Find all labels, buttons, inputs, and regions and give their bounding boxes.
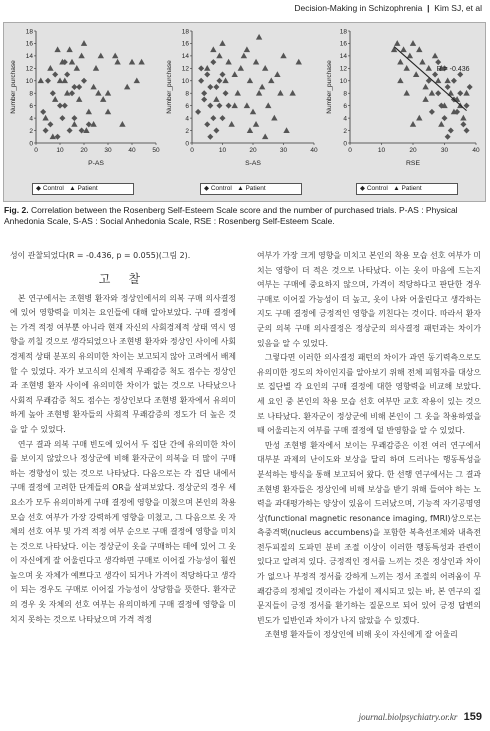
- patient-point: [438, 121, 444, 127]
- left-column: [10, 249, 236, 627]
- x-tick-label: 0: [34, 147, 38, 154]
- patient-point: [76, 96, 82, 102]
- patient-point: [62, 77, 68, 83]
- patient-point: [114, 59, 120, 65]
- patient-point: [112, 53, 118, 59]
- y-tick-label: 0: [343, 140, 347, 148]
- x-tick-label: 50: [152, 147, 160, 154]
- patient-point: [71, 121, 77, 127]
- patient-point: [422, 96, 428, 102]
- patient-point: [138, 59, 144, 65]
- patient-point: [222, 77, 228, 83]
- patient-point: [268, 77, 274, 83]
- y-tick-label: 10: [25, 78, 33, 86]
- y-tick-label: 8: [29, 90, 33, 98]
- control-point: [451, 78, 457, 84]
- control-point: [429, 109, 435, 115]
- page-footer: [359, 711, 482, 723]
- patient-point: [86, 109, 92, 115]
- y-tick-label: 0: [29, 140, 33, 148]
- page-number: 159: [463, 711, 482, 723]
- y-tick-label: 16: [181, 40, 189, 48]
- patient-point: [416, 115, 422, 121]
- control-point: [67, 128, 73, 134]
- legend-control-marker: ◆: [204, 185, 209, 192]
- patient-point: [277, 90, 283, 96]
- header-authors: Kim SJ, et al: [434, 3, 482, 13]
- patient-point: [90, 121, 96, 127]
- x-tick-label: 10: [218, 147, 227, 154]
- paragraph: 연구 결과 의복 구매 빈도에 있어서 두 집단 간에 유의미한 차이를 보이지 않았으나 정상군에 비해 환자군이 의복을 더 많이 구매하는 경향성이 있는 것으로 나타났다. 다음으로는 각 집단 내에서 구매 결정에 고려한 단계들의 OR을 살펴보았다. 정상군의 경우 세 요소가 모두 유의미하게 구매 결정에 영향을 미쳤으며 본인의 착용 모습 선호 여부가 가장 강력하게 영향을 미쳤고, 그 다음으로 옷 자체의 선호 여부 및 가격 적정 여부 순으로 구매 결정에 영향을 미치는 것으로 나타났다. 이는 정상군이 옷을 구매하는 데에 있어 그 옷이 자신에게 잘 어울린다고 생각하면 구매로 이어질 가능성이 훨씬 높으며 옷 자체가 예쁘다고 생각이 되거나 가격이 적당하다고 생각이 되는 경우도 구매로 이어질 가능성이 상당함을 뜻한다. 환자군의 경우 옷 자체의 선호 여부는 유의미하게 구매 결정에 영향을 미치지 못하는 것으로 나타났으며 가격 적정: [10, 439, 236, 624]
- y-tick-label: 12: [339, 65, 347, 73]
- figure-caption: [4, 205, 486, 226]
- x-axis-label: RSE: [406, 160, 420, 167]
- patient-point: [228, 121, 234, 127]
- control-point: [223, 90, 229, 96]
- patient-point: [95, 90, 101, 96]
- legend-control-label: Control: [366, 185, 388, 192]
- y-tick-label: 12: [181, 65, 189, 73]
- journal-url: journal.biolpsychiatry.or.kr: [358, 712, 458, 722]
- paragraph: 조현병 환자들이 정상인에 비해 옷이 자신에게 잘 어울리: [264, 630, 458, 640]
- patient-point: [119, 121, 125, 127]
- control-point: [207, 103, 213, 109]
- control-point: [435, 59, 441, 65]
- legend-control-label: Control: [210, 185, 232, 192]
- control-point: [71, 115, 77, 121]
- patient-point: [280, 53, 286, 59]
- patient-point: [93, 65, 99, 71]
- control-point: [210, 115, 216, 121]
- legend-patient-label: Patient: [401, 185, 422, 192]
- chart-rse-svg: [322, 23, 485, 201]
- legend-patient-label: Patient: [245, 185, 266, 192]
- trend-line: [394, 47, 466, 111]
- patient-point: [225, 59, 231, 65]
- control-point: [207, 134, 213, 140]
- patient-point: [404, 90, 410, 96]
- patient-point: [410, 40, 416, 46]
- patient-point: [250, 109, 256, 115]
- y-axis-label: Number_purchase: [326, 60, 333, 114]
- patient-point: [432, 53, 438, 59]
- control-point: [62, 103, 68, 109]
- control-point: [435, 90, 441, 96]
- patient-point: [134, 77, 140, 83]
- patient-point: [129, 59, 135, 65]
- control-point: [226, 103, 232, 109]
- control-point: [442, 115, 448, 121]
- patient-point: [283, 127, 289, 133]
- control-point: [445, 134, 451, 140]
- patient-point: [262, 133, 268, 139]
- patient-point: [397, 77, 403, 83]
- patient-point: [105, 109, 111, 115]
- legend-control-marker: ◆: [36, 185, 41, 192]
- journal-title: Decision-Making in Schizophrenia: [294, 3, 423, 13]
- patient-point: [274, 71, 280, 77]
- paragraph: 만성 조현병 환자에서 보이는 무쾌감증은 이전 여러 연구에서 대부분 과제의 난이도와 보상을 달리 하며 드러나는 행동특성을 분석하는 방식을 통해 보고되어 왔다. 한 선행 연구에서는 그 결과 조현병 환자들은 정상인에 비해 보상을 받기 위해 들여야 하는 노력을 과대평가하는 양상이 있음이 드러났으며, 기능적 자기공명영상(functional magnetic resonance imaging, fMRI)상으로는 측중격핵(nucleus accumbens)을 포함한 복측선조체와 내측전전두피질의 도파민 분비 조절 이상이 이러한 행동특성과 관련이 있다고 알려져 있다. 긍정적인 정서를 느끼는 것은 정상인과 차이가 없으나 부정적 정서를 강하게 느끼는 정서 조절의 어려움이 무쾌감증의 정체일 것이라는 가설이 제시되고 있는 바, 본 연구의 질문지들이 긍정 정서를 환기하는 질문으로 되어 있어 긍정 답변의 빈도가 일반인과 차이가 나지 않았을 수 있겠다.: [257, 440, 481, 625]
- patient-point: [247, 77, 253, 83]
- paragraph: 본 연구에서는 조현병 환자와 정상인에서의 의복 구매 의사결정에 있어 영향력을 미치는 요인들에 대해 알아보았다. 구매 결정에는 가격 적정 여부뿐 아니라 현재 자신의 사회경제적 상태 역시 영향을 끼칠 것으로 생각되었으나 조현병 환자와 정상인 사이에 사회경제적 상태 분포의 유의미한 차이는 보고되지 않아 고려에서 배제할 수 있었다. 자가 보고식의 신체적 무쾌감증 척도 점수는 정상인과 조현병 환자 사이에 유의미한 차이가 없는 것으로 나타났으나 사회적 무쾌감증 척도 점수는 정상인보다 조현병 환자에서 유의미하게 높아 조현병 환자들의 사회적 무쾌감증의 정도가 더 높은 것을 알 수 있었다.: [10, 293, 236, 434]
- x-tick-label: 30: [104, 147, 112, 154]
- control-point: [210, 59, 216, 65]
- control-point: [457, 90, 463, 96]
- patient-point: [289, 90, 295, 96]
- x-axis-label: S-AS: [245, 160, 261, 167]
- y-tick-label: 10: [181, 78, 189, 86]
- figure-caption-label: Fig. 2.: [4, 205, 29, 215]
- patient-point: [66, 46, 72, 52]
- x-axis-label: P-AS: [88, 160, 104, 167]
- patient-point: [253, 59, 259, 65]
- patient-point: [52, 96, 58, 102]
- patient-point: [259, 84, 265, 90]
- y-tick-label: 4: [343, 115, 347, 123]
- y-tick-label: 16: [25, 40, 33, 48]
- header-separator: |: [424, 3, 432, 13]
- y-tick-label: 6: [343, 102, 347, 110]
- control-point: [201, 90, 207, 96]
- control-point: [213, 84, 219, 90]
- y-tick-label: 6: [29, 102, 33, 110]
- control-point: [81, 78, 87, 84]
- control-point: [198, 65, 204, 71]
- section-title: 고 찰: [98, 271, 148, 286]
- patient-point: [50, 133, 56, 139]
- patient-point: [426, 65, 432, 71]
- patient-point: [429, 90, 435, 96]
- legend-patient-label: Patient: [77, 185, 98, 192]
- y-tick-label: 18: [181, 28, 189, 36]
- control-point: [47, 121, 53, 127]
- patient-point: [244, 46, 250, 52]
- control-point: [50, 90, 56, 96]
- x-tick-label: 10: [377, 147, 386, 154]
- patient-point: [64, 90, 70, 96]
- patient-point: [98, 53, 104, 59]
- patient-point: [83, 127, 89, 133]
- control-point: [464, 128, 470, 134]
- control-point: [59, 115, 65, 121]
- legend-2: [200, 183, 302, 195]
- y-tick-label: 18: [25, 28, 33, 36]
- patient-point: [435, 77, 441, 83]
- patient-point: [232, 71, 238, 77]
- patient-point: [124, 84, 130, 90]
- patient-point: [232, 102, 238, 108]
- patient-point: [100, 96, 106, 102]
- patient-point: [235, 90, 241, 96]
- y-tick-label: 8: [343, 90, 347, 98]
- control-point: [445, 84, 451, 90]
- y-axis-label: Number_purchase: [166, 60, 173, 114]
- patient-point: [244, 102, 250, 108]
- patient-point: [413, 71, 419, 77]
- control-point: [467, 84, 473, 90]
- control-point: [220, 115, 226, 121]
- patient-point: [410, 121, 416, 127]
- paragraph: 여부가 가장 크게 영향을 미치고 본인의 착용 모습 선호 여부가 미치는 영향이 더 적은 것으로 나타났다. 이는 옷이 마음에 드는지 여부는 구매에 중요하지 않으며, 가격이 적당하다고 판단한 경우 구매로 이어질 가능성이 더 높고, 옷이 나와 어울린다고 생각하는지도 구매 결정에 긍정적인 영향을 끼친다는 것이다. 따라서 환자군의 의복 구매 의사결정은 정상군의 의사결정 패턴과는 차이가 있음을 알 수 있었다.: [257, 251, 481, 348]
- y-tick-label: 4: [29, 115, 33, 123]
- control-point: [40, 109, 46, 115]
- patient-point: [296, 59, 302, 65]
- y-axis-label: Number_purchase: [10, 60, 17, 114]
- control-point: [220, 72, 226, 78]
- chart-s-as-svg: [162, 23, 320, 201]
- legend-patient-marker: ▲: [393, 185, 400, 192]
- patient-point: [219, 40, 225, 46]
- control-point: [43, 128, 49, 134]
- patient-point: [256, 90, 262, 96]
- patient-point: [105, 90, 111, 96]
- x-tick-label: 40: [472, 147, 480, 154]
- x-tick-label: 20: [409, 147, 417, 154]
- control-point: [64, 72, 70, 78]
- y-tick-label: 14: [339, 53, 347, 61]
- paragraph: 성이 관찰되었다(R = -0.436, p = 0.055)(그림 2).: [10, 251, 191, 260]
- patient-point: [262, 65, 268, 71]
- control-point: [460, 121, 466, 127]
- legend-1: [32, 183, 134, 195]
- x-tick-label: 10: [56, 147, 64, 154]
- control-point: [201, 96, 207, 102]
- patient-point: [204, 65, 210, 71]
- legend-patient-marker: ▲: [237, 185, 244, 192]
- y-tick-label: 2: [29, 127, 33, 135]
- patient-point: [90, 84, 96, 90]
- patient-point: [256, 34, 262, 40]
- patient-point: [265, 102, 271, 108]
- x-tick-label: 20: [80, 147, 88, 154]
- x-tick-label: 40: [128, 147, 136, 154]
- patient-point: [74, 65, 80, 71]
- patient-point: [81, 40, 87, 46]
- control-point: [198, 78, 204, 84]
- patient-point: [253, 121, 259, 127]
- patient-point: [394, 40, 400, 46]
- control-point: [448, 128, 454, 134]
- control-point: [204, 72, 210, 78]
- control-point: [204, 121, 210, 127]
- legend-3: [356, 183, 458, 195]
- y-tick-label: 4: [185, 115, 189, 123]
- y-tick-label: 18: [339, 28, 347, 36]
- patient-point: [78, 53, 84, 59]
- y-tick-label: 14: [181, 53, 189, 61]
- control-point: [195, 109, 201, 115]
- y-tick-label: 8: [185, 90, 189, 98]
- patient-point: [400, 46, 406, 52]
- x-tick-label: 30: [279, 147, 288, 154]
- y-tick-label: 2: [185, 127, 189, 135]
- control-point: [207, 84, 213, 90]
- control-point: [45, 78, 51, 84]
- patient-point: [210, 46, 216, 52]
- chart-rse: [322, 23, 485, 201]
- chart-p-as: [6, 23, 161, 201]
- patient-point: [213, 96, 219, 102]
- x-tick-label: 0: [190, 147, 194, 154]
- running-header: [294, 3, 482, 13]
- patient-point: [47, 65, 53, 71]
- legend-control-marker: ◆: [360, 185, 365, 192]
- patient-point: [241, 53, 247, 59]
- patient-point: [407, 53, 413, 59]
- patient-point: [416, 46, 422, 52]
- x-tick-label: 30: [440, 147, 449, 154]
- patient-point: [42, 115, 48, 121]
- control-point: [216, 103, 222, 109]
- patient-point: [54, 46, 60, 52]
- chart-p-as-svg: [6, 23, 161, 201]
- patient-point: [38, 77, 44, 83]
- y-tick-label: 12: [25, 65, 33, 73]
- patient-point: [247, 127, 253, 133]
- control-point: [213, 128, 219, 134]
- y-tick-label: 2: [343, 127, 347, 135]
- patient-point: [463, 90, 469, 96]
- x-tick-label: 40: [310, 147, 318, 154]
- patient-point: [422, 84, 428, 90]
- control-point: [216, 78, 222, 84]
- patient-point: [419, 59, 425, 65]
- y-tick-label: 6: [185, 102, 189, 110]
- x-tick-label: 20: [249, 147, 257, 154]
- patient-point: [216, 53, 222, 59]
- control-point: [464, 103, 470, 109]
- chart-s-as: [162, 23, 320, 201]
- figure-2: [3, 22, 486, 202]
- patient-point: [271, 115, 277, 121]
- x-tick-label: 0: [348, 147, 352, 154]
- correlation-annotation: R = -0.436: [436, 65, 470, 73]
- y-tick-label: 10: [339, 78, 347, 86]
- patient-point: [397, 59, 403, 65]
- y-tick-label: 14: [25, 53, 33, 61]
- y-tick-label: 0: [185, 140, 189, 148]
- right-column: [257, 249, 481, 643]
- y-tick-label: 16: [339, 40, 347, 48]
- legend-control-label: Control: [42, 185, 64, 192]
- paragraph: 그렇다면 이러한 의사결정 패턴의 차이가 과연 동기력측으로도 유의미한 정도의 차이인지를 알아보기 위해 전체 피험자를 대상으로 집단별 각 요인의 구매 결정에 대한 영향력을 비교해 보았다. 세 요인 중 본인의 착용 모습 선호 여부만 교호 작용이 있는 것으로 나타났다. 환자군이 정상군에 비해 본인이 그 옷을 착용하였을 때 어울리는지 여부를 구매 결정에 덜 반영함을 알 수 있었다.: [257, 353, 481, 436]
- control-point: [52, 72, 58, 78]
- patient-point: [460, 115, 466, 121]
- figure-caption-text: Correlation between the Rosenberg Self-Esteem Scale score and the number of purchased trials. P-AS : Physical Anhedonia Scale, S-AS : Social Anhedonia Scale, RSE : Rosenberg Self-Esteem Scale.: [4, 205, 458, 226]
- patient-point: [238, 65, 244, 71]
- legend-patient-marker: ▲: [69, 185, 76, 192]
- control-point: [76, 84, 82, 90]
- patient-point: [404, 65, 410, 71]
- patient-point: [69, 59, 75, 65]
- patient-point: [444, 77, 450, 83]
